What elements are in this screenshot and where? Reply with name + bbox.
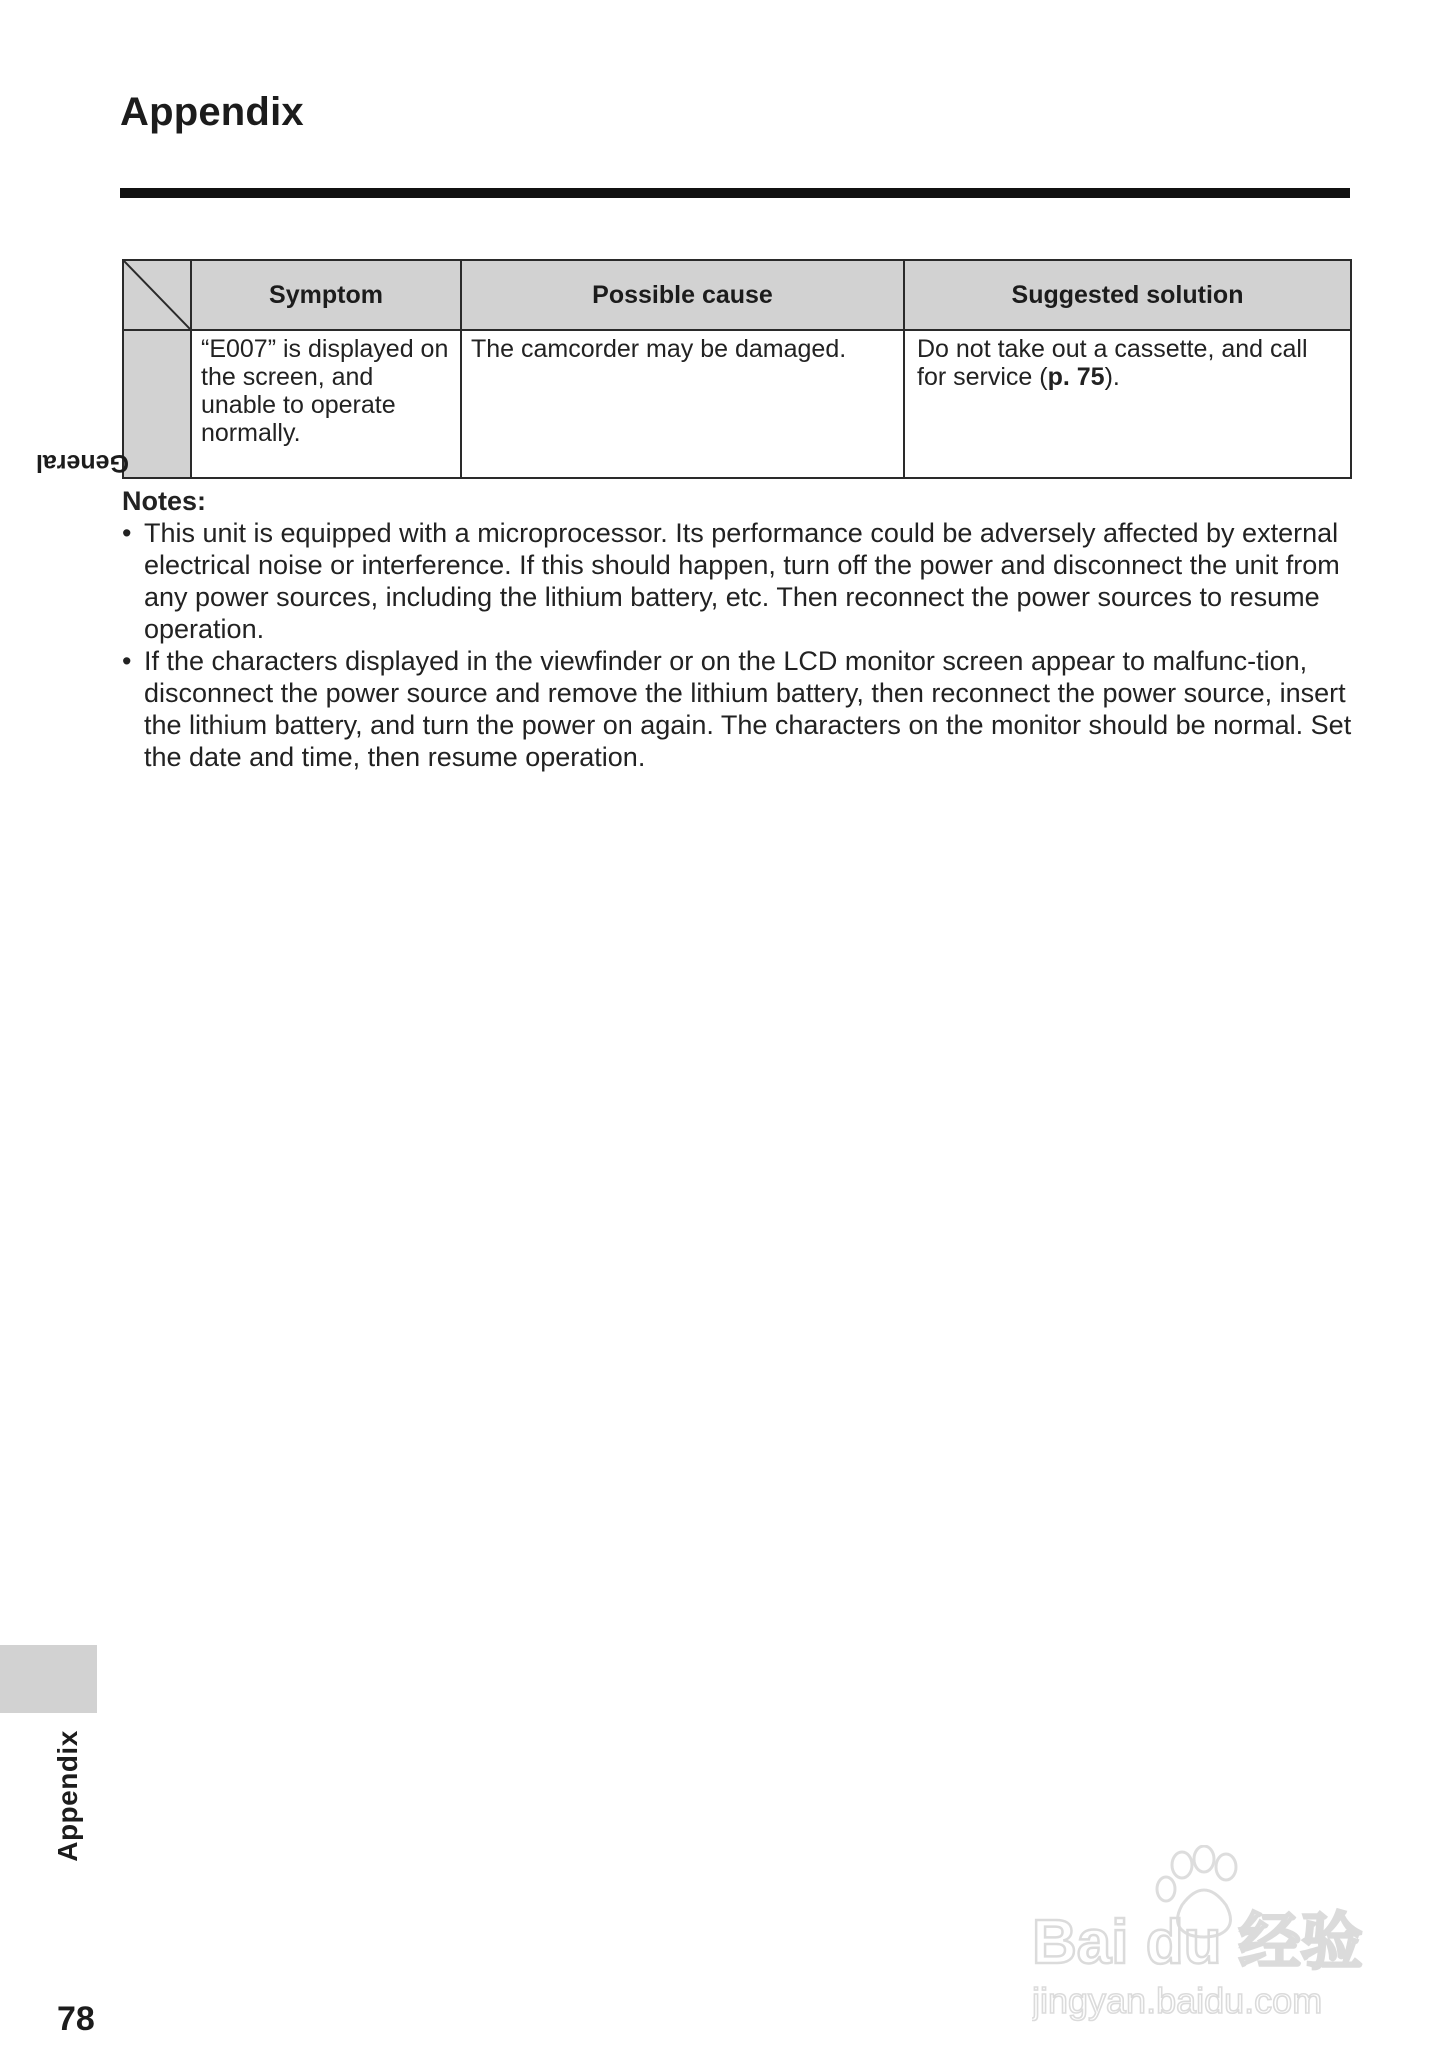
notes-list (122, 517, 1354, 773)
side-tab-label: Appendix (52, 1730, 83, 1862)
bullet-icon: • (122, 518, 132, 548)
corner-cell (123, 260, 191, 330)
cause-cell: The camcorder may be damaged. (461, 330, 904, 478)
note-text: This unit is equipped with a microprocessor. Its performance could be adversely affected by external electrical noise or interference. If this should happen, turn off the power and disconnect the unit from any power sources, including the lithium battery, etc. Then reconnect the power sources to resume operation. (144, 518, 1340, 644)
solution-cell (904, 330, 1351, 478)
note-text: If the characters displayed in the viewfinder or on the LCD monitor screen appear to malfunc-tion, disconnect the power source and remove the lithium battery, then reconnect the power source, insert the lithium battery, and turn the power on again. The characters on the monitor should be normal. Set the date and time, then resume operation. (144, 646, 1352, 772)
solution-text: Do not take out a cassette, and call for service ( (917, 335, 1308, 391)
header-symptom: Symptom (191, 260, 461, 330)
side-tab (0, 1645, 97, 1713)
baidu-watermark (1032, 1845, 1372, 2025)
corner-diagonal (124, 261, 190, 329)
page-reference: p. 75 (1047, 363, 1105, 391)
notes-heading: Notes: (122, 486, 207, 516)
page-title: Appendix (120, 90, 304, 134)
solution-suffix: ). (1104, 363, 1120, 391)
watermark-brand: Bai du 经验 (1032, 1908, 1363, 1977)
table-header-row (123, 260, 1351, 330)
header-suggested-solution: Suggested solution (904, 260, 1351, 330)
symptom-cell: “E007” is displayed on the screen, and unable to operate normally. (191, 330, 461, 478)
table-row (123, 330, 1351, 478)
bullet-icon: • (122, 646, 132, 676)
header-possible-cause: Possible cause (461, 260, 904, 330)
page-number: 78 (57, 2000, 95, 2038)
list-item (122, 517, 1354, 645)
category-cell: General (123, 330, 191, 478)
troubleshooting-table (35, 259, 1352, 479)
watermark-url: jingyan.baidu.com (1032, 1980, 1323, 2021)
notes-section (122, 485, 1354, 773)
title-rule (120, 188, 1350, 198)
list-item (122, 645, 1354, 773)
